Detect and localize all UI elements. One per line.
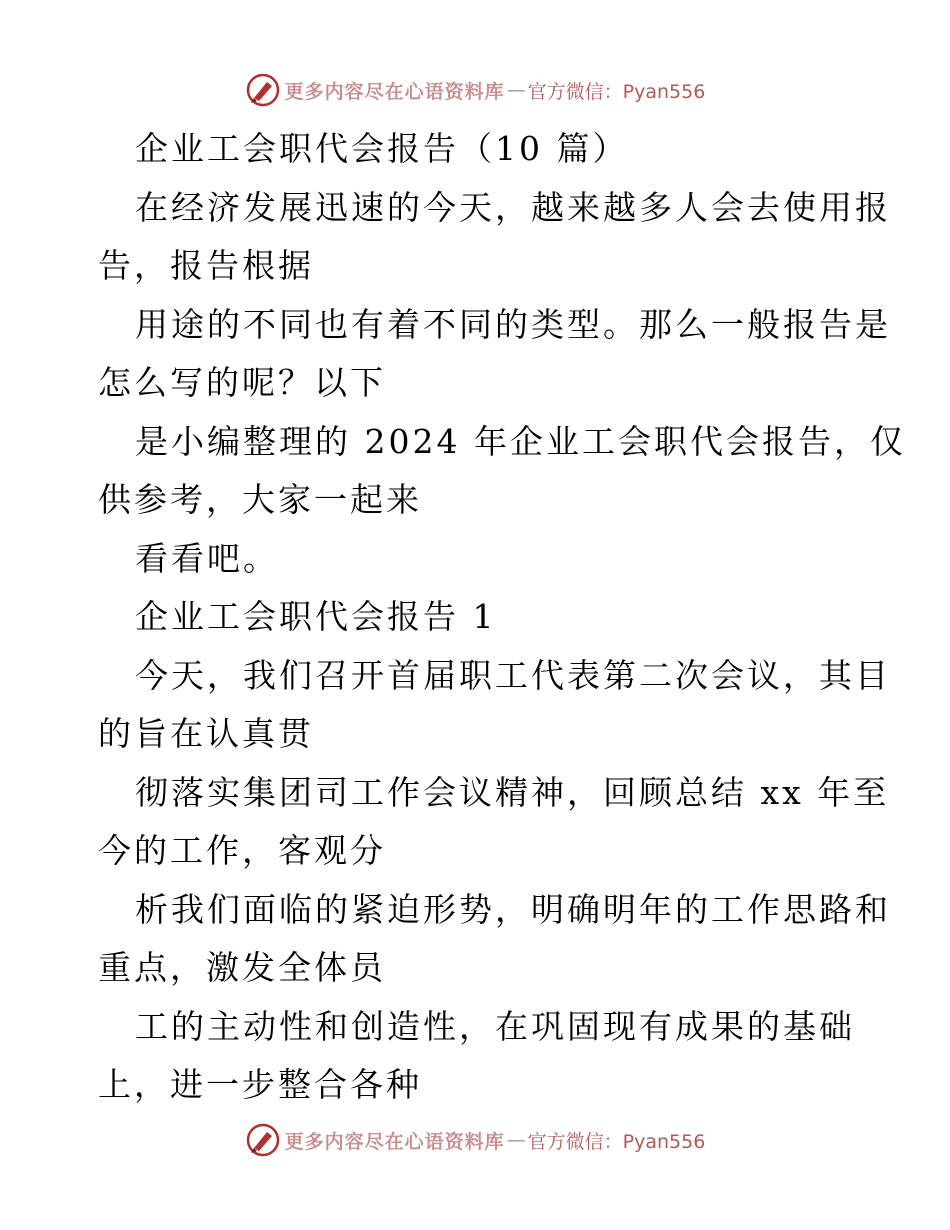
- doc-line: 析我们面临的紧迫形势，明确明年的工作思路和: [135, 889, 891, 929]
- doc-line: 今的工作，客观分: [98, 831, 386, 870]
- doc-line: 彻落实集团司工作会议精神，回顾总结 xx 年至: [135, 772, 890, 812]
- pen-logo-icon: [245, 72, 281, 108]
- document-body: [98, 120, 906, 1115]
- banner-wechat-text: 官方微信：Pyan556: [527, 80, 706, 103]
- doc-line: 工的主动性和创造性，在巩固现有成果的基础: [135, 1006, 855, 1046]
- doc-line: 看看吧。: [135, 538, 279, 578]
- doc-line: 今天，我们召开首届职工代表第二次会议，其目: [135, 655, 891, 695]
- banner-separator: —: [506, 1129, 526, 1151]
- banner-main-text: 更多内容尽在心语资料库: [284, 1130, 505, 1153]
- doc-line: 重点，激发全体员: [98, 948, 386, 987]
- doc-line: 是小编整理的 2024 年企业工会职代会报告，仅: [135, 421, 906, 461]
- doc-line: 的旨在认真贯: [98, 714, 314, 753]
- banner-main-text: 更多内容尽在心语资料库: [284, 80, 505, 103]
- doc-title: 企业工会职代会报告（10 篇）: [135, 129, 629, 168]
- doc-line: 供参考，大家一起来: [98, 480, 422, 519]
- footer-banner: [0, 1120, 950, 1160]
- doc-line: 告，报告根据: [98, 246, 314, 285]
- section-heading: 企业工会职代会报告 1: [135, 597, 497, 636]
- doc-line: 怎么写的呢？以下: [98, 363, 386, 402]
- doc-line: 用途的不同也有着不同的类型。那么一般报告是: [135, 304, 891, 344]
- doc-line: 在经济发展迅速的今天，越来越多人会去使用报: [135, 187, 891, 227]
- doc-line: 上，进一步整合各种: [98, 1065, 422, 1104]
- banner-separator: —: [506, 79, 526, 101]
- banner-wechat-text: 官方微信：Pyan556: [527, 1130, 706, 1153]
- pen-logo-icon: [245, 1122, 281, 1158]
- header-banner: [0, 70, 950, 110]
